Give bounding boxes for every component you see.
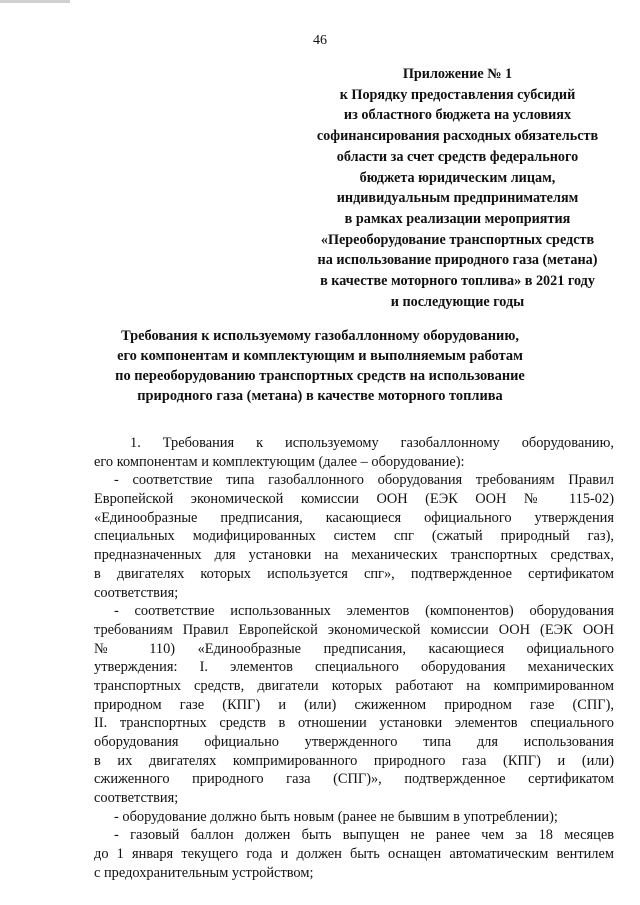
body-line: до 1 января текущего года и должен быть оснащен автоматическим вентилем: [94, 846, 614, 863]
body-line: природном газе (КПГ) и (или) сжиженном природном газе (СПГ),: [94, 696, 614, 713]
body-line: - оборудование должно быть новым (ранее не бывшим в употреблении);: [114, 808, 558, 825]
body-line: Европейской экономической комиссии ООН (ЕЭК ООН № 115-02): [94, 491, 614, 508]
appendix-line: в качестве моторного топлива» в 2021 году: [320, 273, 595, 290]
appendix-line: и последующие годы: [390, 293, 525, 310]
appendix-line: индивидуальным предпринимателям: [336, 190, 579, 207]
body-line: в двигателях которых используется спг», подтвержденное сертификатом: [94, 565, 614, 582]
body-line: «Единообразные предписания, касающиеся официального утверждения: [94, 509, 614, 526]
body-line: соответствия;: [94, 584, 179, 601]
body-line: - газовый баллон должен быть выпущен не ранее чем за 18 месяцев: [114, 827, 614, 844]
body-line: - соответствие типа газобаллонного оборудования требованиям Правил: [114, 472, 614, 489]
body-line: - соответствие использованных элементов (компонентов) оборудования: [114, 603, 614, 620]
title-line: природного газа (метана) в качестве моторного топлива: [137, 388, 503, 404]
appendix-line: бюджета юридическим лицам,: [359, 169, 556, 186]
body-line: оборудования официально утвержденного типа для использования: [94, 734, 614, 750]
body-line: предназначенных для установки на механических транспортных средствах,: [94, 547, 614, 564]
title-line: по переоборудованию транспортных средств на использование: [115, 368, 525, 384]
body-line: в их двигателях компримированного природного газа (КПГ) и (или): [94, 752, 614, 769]
body-line: сжиженного природного газа (СПГ)», подтвержденное сертификатом: [94, 771, 614, 788]
title-line: его компонентам и комплектующим и выполняемым работам: [117, 348, 523, 364]
document-title: [90, 326, 550, 406]
scan-artifact: [0, 0, 70, 3]
page-number: 46: [313, 33, 327, 48]
body-line: специальных модифицированных систем спг (сжатый природный газ),: [94, 528, 614, 545]
appendix-line: из областного бюджета на условиях: [343, 107, 572, 124]
appendix-line: «Переоборудование транспортных средств: [320, 231, 595, 248]
body-line: с предохранительным устройством;: [94, 864, 314, 881]
body-line: II. транспортных средств в отношении установки элементов специального: [94, 715, 614, 732]
appendix-line: софинансирования расходных обязательств: [316, 128, 599, 145]
body-line: требованиям Правил Европейской экономической комиссии ООН (ЕЭК ООН: [94, 621, 614, 638]
appendix-line: Приложение № 1: [402, 66, 513, 82]
appendix-line: к Порядку предоставления субсидий: [339, 86, 576, 103]
body-line: соответствия;: [94, 790, 179, 807]
document-body: [94, 434, 614, 883]
body-line: транспортных средств, двигатели которых работают на компримированном: [94, 677, 614, 694]
appendix-line: в рамках реализации мероприятия: [344, 210, 571, 227]
body-line: № 110) «Единообразные предписания, касающиеся официального: [94, 640, 614, 657]
body-line: его компонентам и комплектующим (далее – оборудование):: [94, 453, 465, 470]
body-line: утверждения: I. элементов специального оборудования механических: [94, 659, 614, 676]
appendix-header: [295, 64, 620, 312]
appendix-line: области за счет средств федерального: [336, 148, 579, 165]
title-line: Требования к используемому газобаллонному оборудованию,: [121, 328, 519, 344]
body-line: 1. Требования к используемому газобаллонному оборудованию,: [130, 435, 614, 451]
appendix-line: на использование природного газа (метана): [317, 252, 598, 269]
